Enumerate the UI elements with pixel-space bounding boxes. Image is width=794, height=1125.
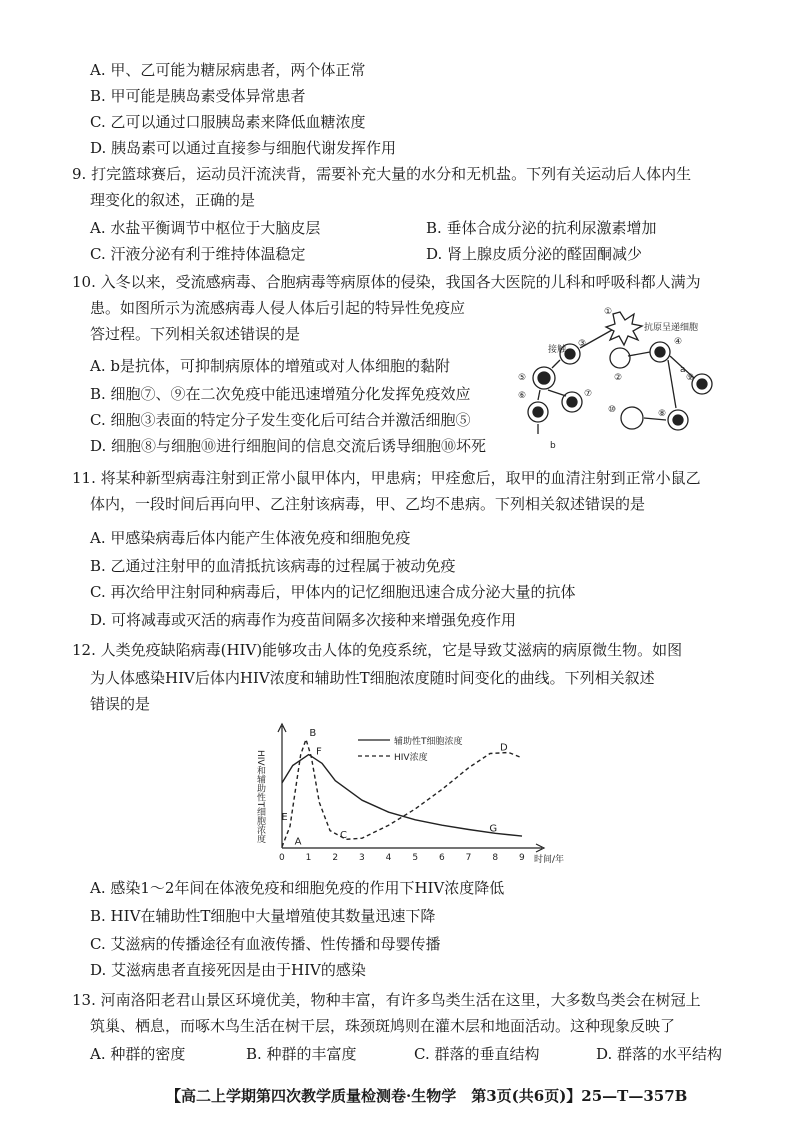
- q12-option-d: D. 艾滋病患者直接死因是由于HIV的感染: [90, 961, 366, 979]
- q8-option-b: B. 甲可能是胰岛素受体异常患者: [90, 87, 306, 105]
- q10-option-b: B. 细胞⑦、⑨在二次免疫中能迅速增殖分化发挥免疫效应: [90, 385, 471, 403]
- label-n2: ②: [614, 373, 623, 383]
- q9-stem-line1: 9. 打完篮球赛后，运动员汗流浃背，需要补充大量的水分和无机盐。下列有关运动后人体内生: [72, 165, 692, 183]
- label-apc: 抗原呈递细胞: [644, 323, 699, 333]
- q12-option-c: C. 艾滋病的传播途径有血液传播、性传播和母婴传播: [90, 935, 441, 953]
- x-tick-label: 3: [359, 853, 365, 863]
- q13-stem-line1: 13. 河南洛阳老君山景区环境优美，物种丰富，有许多鸟类生活在这里，大多数鸟类会在树冠上: [72, 991, 701, 1009]
- q9-option-c: C. 汗液分泌有利于维持体温稳定: [90, 245, 306, 263]
- immune-response-diagram: [508, 300, 728, 458]
- q13-option-c: C. 群落的垂直结构: [414, 1045, 540, 1063]
- q12-stem-line3: 错误的是: [90, 695, 151, 713]
- q9-option-d: D. 肾上腺皮质分泌的醛固酮减少: [426, 245, 643, 263]
- q12-option-a: A. 感染1～2年间在体液免疫和细胞免疫的作用下HIV浓度降低: [90, 879, 505, 897]
- label-b: b: [550, 441, 556, 451]
- label-n4: ④: [674, 337, 683, 347]
- label-n1: ①: [604, 307, 613, 317]
- q12-stem-line2: 为人体感染HIV后体内HIV浓度和辅助性T细胞浓度随时间变化的曲线。下列相关叙述: [90, 669, 655, 687]
- q12-option-b: B. HIV在辅助性T细胞中大量增殖使其数量迅速下降: [90, 907, 436, 925]
- cell-10-shape: [621, 407, 643, 429]
- label-a: a: [680, 365, 686, 375]
- chart-ylabel: HIV和辅助性T细胞浓度: [255, 750, 265, 844]
- x-tick-label: 1: [305, 853, 312, 863]
- q11-stem-line1: 11. 将某种新型病毒注射到正常小鼠甲体内，甲患病；甲痊愈后，取甲的血清注射到正常小鼠乙: [72, 469, 701, 487]
- q9-option-b: B. 垂体合成分泌的抗利尿激素增加: [426, 219, 657, 237]
- q10-stem-line2: 患。如图所示为流感病毒人侵人体后引起的特异性免疫应: [90, 299, 466, 317]
- hiv-chart: [230, 720, 590, 870]
- q10-stem-line3: 答过程。下列相关叙述错误的是: [90, 325, 301, 343]
- point-label-e: E: [281, 811, 288, 823]
- point-label-g: G: [489, 823, 498, 835]
- cell-2-shape: [610, 348, 630, 368]
- legend-t-cell: 辅助性T细胞浓度: [394, 737, 463, 747]
- q11-option-b: B. 乙通过注射甲的血清抵抗该病毒的过程属于被动免疫: [90, 557, 456, 575]
- q8-option-c: C. 乙可以通过口服胰岛素来降低血糖浓度: [90, 113, 366, 131]
- q11-stem-line2: 体内，一段时间后再向甲、乙注射该病毒，甲、乙均不患病。下列相关叙述错误的是: [90, 495, 646, 513]
- x-tick-label: 8: [492, 853, 499, 863]
- q11-option-d: D. 可将减毒或灭活的病毒作为疫苗间隔多次接种来增强免疫作用: [90, 611, 517, 629]
- point-label-a: A: [294, 836, 302, 848]
- label-n9: ⑨: [686, 373, 695, 383]
- label-n7: ⑦: [584, 389, 593, 399]
- q9-option-a: A. 水盐平衡调节中枢位于大脑皮层: [90, 219, 321, 237]
- label-n10: ⑩: [608, 405, 617, 415]
- chart-xlabel: 时间/年: [534, 855, 565, 865]
- q10-stem-line1: 10. 入冬以来，受流感病毒、合胞病毒等病原体的侵染，我国各大医院的儿科和呼吸科都人满为: [72, 273, 701, 291]
- point-label-b: B: [309, 728, 317, 740]
- q13-option-b: B. 种群的丰富度: [246, 1045, 357, 1063]
- page-footer: 【高二上学期第四次教学质量检测卷·生物学 第3页(共6页)】25—T—357B: [166, 1087, 688, 1105]
- x-tick-label: 5: [412, 853, 419, 863]
- x-tick-label: 0: [279, 853, 285, 863]
- label-n6: ⑥: [518, 391, 527, 401]
- q9-stem-line2: 理变化的叙述，正确的是: [90, 191, 256, 209]
- x-tick-label: 4: [385, 853, 392, 863]
- label-contact: 接触: [548, 345, 567, 355]
- x-tick-label: 6: [439, 853, 445, 863]
- q13-option-a: A. 种群的密度: [90, 1045, 186, 1063]
- q8-option-d: D. 胰岛素可以通过直接参与细胞代谢发挥作用: [90, 139, 397, 157]
- point-label-d: D: [500, 742, 508, 754]
- q10-option-a: A. b是抗体，可抑制病原体的增殖或对人体细胞的黏附: [90, 357, 450, 375]
- label-n5: ⑤: [518, 373, 527, 383]
- q11-option-c: C. 再次给甲注射同种病毒后，甲体内的记忆细胞迅速合成分泌大量的抗体: [90, 583, 576, 601]
- q12-stem-line1: 12. 人类免疫缺陷病毒(HIV)能够攻击人体的免疫系统，它是导致艾滋病的病原微生物。如图: [72, 641, 683, 659]
- q10-option-d: D. 细胞⑧与细胞⑩进行细胞间的信息交流后诱导细胞⑩坏死: [90, 437, 487, 455]
- x-tick-label: 9: [519, 853, 525, 863]
- q8-option-a: A. 甲、乙可能为糖尿病患者，两个体正常: [90, 61, 366, 79]
- legend-hiv: HIV浓度: [394, 753, 428, 763]
- label-n3: ③: [578, 339, 587, 349]
- x-tick-label: 7: [465, 853, 472, 863]
- label-n8: ⑧: [658, 409, 667, 419]
- x-tick-label: 2: [332, 853, 339, 863]
- point-label-c: C: [340, 830, 347, 842]
- q13-option-d: D. 群落的水平结构: [596, 1045, 723, 1063]
- q10-option-c: C. 细胞③表面的特定分子发生变化后可结合并激活细胞⑤: [90, 411, 471, 429]
- point-label-f: F: [316, 746, 322, 758]
- q13-stem-line2: 筑巢、栖息，而啄木鸟生活在树干层，珠颈斑鸠则在灌木层和地面活动。这种现象反映了: [90, 1017, 676, 1035]
- q11-option-a: A. 甲感染病毒后体内能产生体液免疫和细胞免疫: [90, 529, 411, 547]
